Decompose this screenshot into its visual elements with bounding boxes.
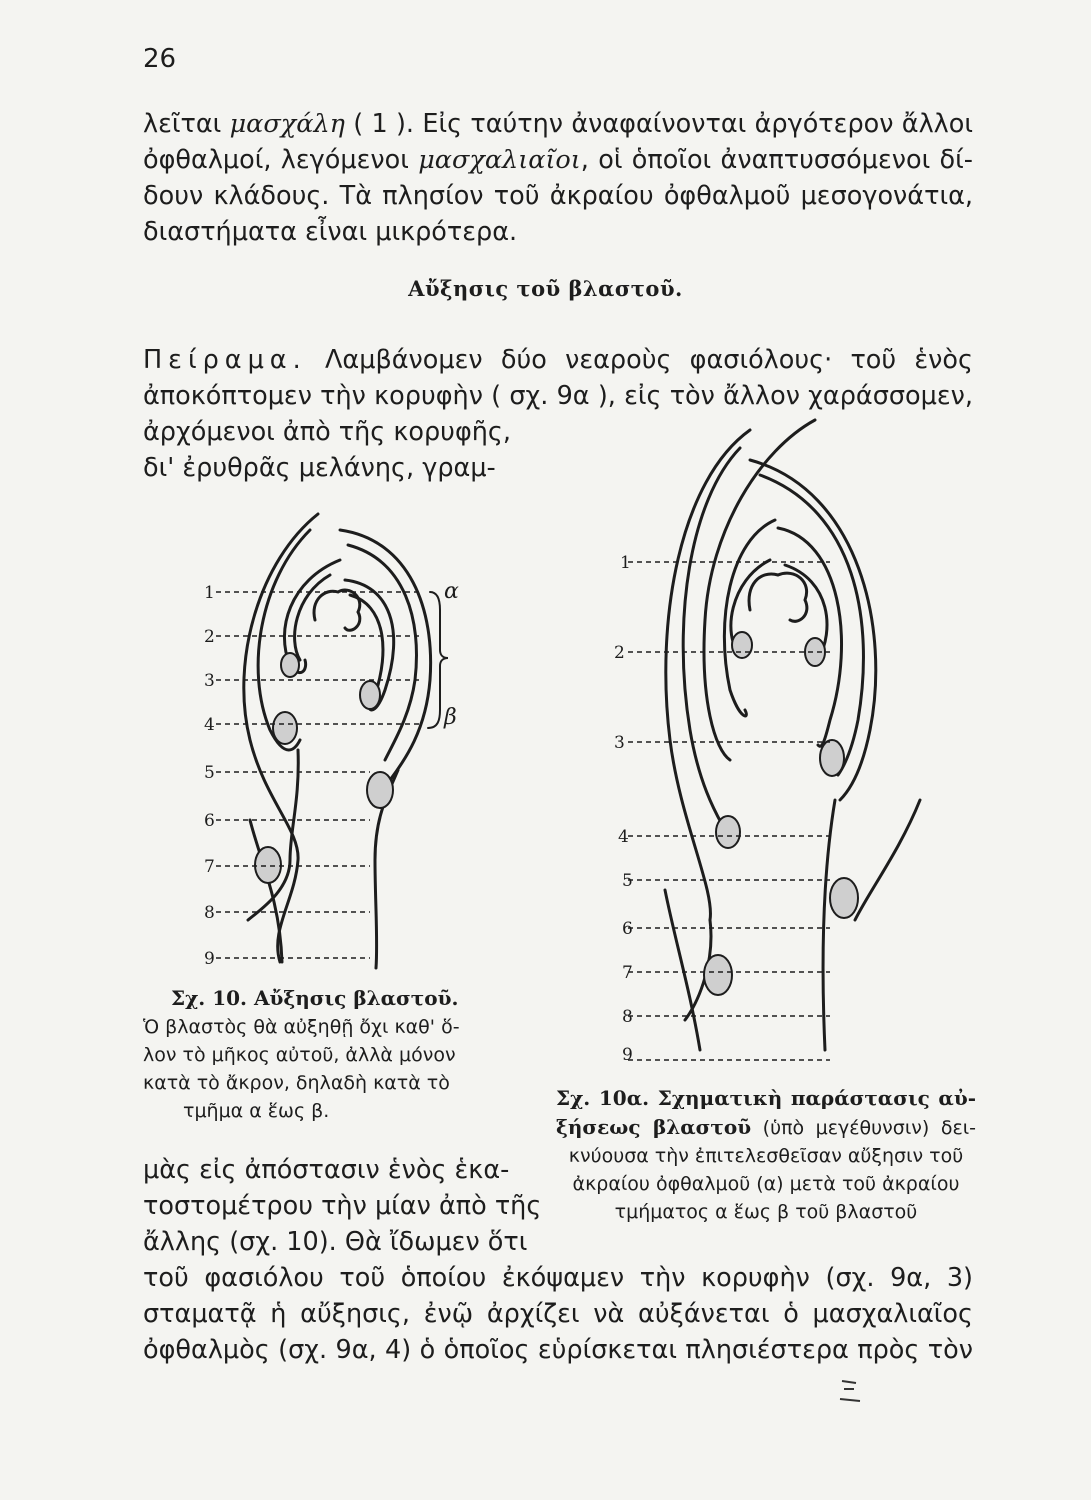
fig10a-label-3: 3: [614, 733, 625, 753]
fig10-label-9: 9: [204, 949, 215, 969]
figure-10-caption-line-4: τμῆμα α ἕως β.: [183, 1100, 330, 1122]
italic-term: μασχάλη: [229, 109, 345, 139]
text-fragment: , οἱ ὁποῖοι ἀναπτυσσόμενοι δί-: [580, 145, 973, 175]
fig10a-stem-inner-right: [855, 800, 920, 920]
paragraph-3-line-4: τοῦ φασιόλου τοῦ ὁποίου ἐκόψαμεν τὴν κορυφὴν (σχ. 9α, 3): [143, 1263, 973, 1293]
fig10-label-6: 6: [204, 811, 215, 831]
figure-10-caption-line-1: Ὁ βλαστὸς θὰ αὐξηθῇ ὄχι καθ' ὅ-: [143, 1016, 460, 1038]
fig10-bud-3: [273, 712, 297, 744]
figure-10a-caption-line-2: κνύουσα τὴν ἐπιτελεσθεῖσαν αὔξησιν τοῦ: [568, 1145, 964, 1167]
paragraph-3-full: [143, 1260, 973, 1368]
fig10-label-4: 4: [204, 715, 215, 735]
fig10a-apex: [749, 573, 807, 621]
paragraph-1-line-4: διαστήματα εἶναι μικρότερα.: [143, 217, 518, 247]
fig10a-stem-lower-left: [665, 890, 700, 1050]
section-heading: Αὔξησις τοῦ βλαστοῦ.: [408, 276, 683, 301]
fig10-label-3: 3: [204, 671, 215, 691]
fig10a-label-9: 9: [622, 1045, 633, 1065]
fig10a-bud-5: [830, 878, 858, 918]
fig10-label-alpha: α: [444, 579, 459, 604]
figure-10a-caption: [556, 1084, 976, 1226]
fig10-label-7: 7: [204, 857, 215, 877]
caption-bold-text: ξήσεως βλαστοῦ: [556, 1115, 752, 1139]
fig10a-label-2: 2: [614, 643, 625, 663]
paragraph-1-line-1: [143, 106, 973, 142]
fig10-bud-5: [255, 847, 281, 883]
fig10a-bud-6: [704, 955, 732, 995]
caption-title-text: Σχ. 10. Αὔξησις βλαστοῦ.: [171, 986, 459, 1010]
figure-10a-caption-line-3: ἀκραίου ὀφθαλμοῦ (α) μετὰ τοῦ ἀκραίου: [572, 1173, 960, 1195]
paragraph-2-line-2: ἀποκόπτομεν τὴν κορυφὴν ( σχ. 9α ), εἰς τὸν ἄλλον χαράσσομεν,: [143, 381, 973, 411]
paragraph-3-line-3: ἄλλης (σχ. 10). Θὰ ἴδωμεν ὅτι: [143, 1227, 528, 1257]
paragraph-3-line-2: τοστομέτρου τὴν μίαν ἀπὸ τῆς: [143, 1191, 542, 1221]
figure-10-caption: [143, 984, 523, 1125]
fig10-bud-4: [367, 772, 393, 808]
figure-10-caption-line-2: λον τὸ μῆκος αὐτοῦ, ἀλλὰ μόνον: [143, 1044, 456, 1066]
figure-10-caption-line-3: κατὰ τὸ ἄκρον, δηλαδὴ κατὰ τὸ: [143, 1072, 450, 1094]
fig10a-bud-1: [732, 632, 752, 658]
fig10a-stem-right: [823, 800, 835, 1050]
paragraph-2: [143, 342, 973, 414]
italic-term: μασχαλιαῖοι: [418, 145, 581, 175]
fig10a-label-7: 7: [622, 963, 633, 983]
figure-10a-caption-line-4: τμήματος α ἕως β τοῦ βλαστοῦ: [614, 1201, 918, 1223]
figure-10a-caption-line-1: [556, 1113, 976, 1142]
paragraph-3-line-1: μὰς εἰς ἀπόστασιν ἑνὸς ἑκα-: [143, 1155, 510, 1185]
figure-10-caption-title: [143, 984, 523, 1013]
spaced-word: Πείραμα.: [143, 345, 307, 375]
text-fragment: Λαμβάνομεν δύο νεαροὺς φασιόλους· τοῦ ἑνὸς: [306, 345, 973, 375]
paragraph-3-narrow: [143, 1152, 542, 1260]
figure-10-drawing: [190, 500, 490, 990]
fig10a-label-5: 5: [622, 871, 633, 891]
caption-title-text: Σχ. 10α. Σχηματικὴ παράστασις αὐ-: [556, 1086, 976, 1110]
page-number: 26: [143, 44, 177, 74]
fig10-label-beta: β: [444, 705, 457, 730]
figure-10a-drawing: [600, 420, 960, 1065]
fig10-bud-1: [281, 653, 299, 677]
fig10-label-1: 1: [204, 583, 215, 603]
fig10a-mid-right-leaf: [778, 528, 842, 746]
fig10a-outer-right-leaf: [750, 460, 876, 800]
fig10a-label-4: 4: [618, 827, 629, 847]
figure-10a-caption-title: [556, 1084, 976, 1113]
paragraph-1-line-2: [143, 142, 973, 178]
paragraph-2-line-1: [143, 342, 973, 378]
text-fragment: ( 1 ). Εἰς ταύτην ἀναφαίνονται ἀργότερον ἄλλοι: [344, 109, 973, 139]
fig10-bud-2: [360, 681, 380, 709]
text-fragment: (ὑπὸ μεγέθυνσιν) δει-: [751, 1117, 977, 1139]
paragraph-1-line-3: δουν κλάδους. Τὰ πλησίον τοῦ ἀκραίου ὀφθαλμοῦ μεσογονάτια,: [143, 181, 973, 211]
fig10-label-5: 5: [204, 763, 215, 783]
paragraph-3-line-6: ὀφθαλμὸς (σχ. 9α, 4) ὁ ὁποῖος εὑρίσκεται πλησιέστερα πρὸς τὸν: [143, 1335, 973, 1365]
fig10a-label-1: 1: [620, 553, 631, 573]
fig10-label-8: 8: [204, 903, 215, 923]
text-fragment: ὀφθαλμοί, λεγόμενοι: [143, 145, 419, 175]
fig10-label-2: 2: [204, 627, 215, 647]
paragraph-1: [143, 106, 973, 250]
fig10a-label-6: 6: [622, 919, 633, 939]
paragraph-2-line-4: δι' ἐρυθρᾶς μελάνης, γραμ-: [143, 453, 496, 483]
fig10a-bud-4: [716, 816, 740, 848]
paragraph-2-narrow: [143, 414, 513, 486]
text-fragment: λεῖται: [143, 109, 230, 139]
paragraph-2-line-3: ἀρχόμενοι ἀπὸ τῆς κορυφῆς,: [143, 417, 511, 447]
fig10a-bud-3: [820, 740, 844, 776]
scan-mark: [838, 1375, 868, 1405]
fig10a-label-8: 8: [622, 1007, 633, 1027]
paragraph-3-line-5: σταματᾷ ἡ αὔξησις, ἐνῷ ἀρχίζει νὰ αὐξάνεται ὁ μασχαλιαῖος: [143, 1299, 973, 1329]
